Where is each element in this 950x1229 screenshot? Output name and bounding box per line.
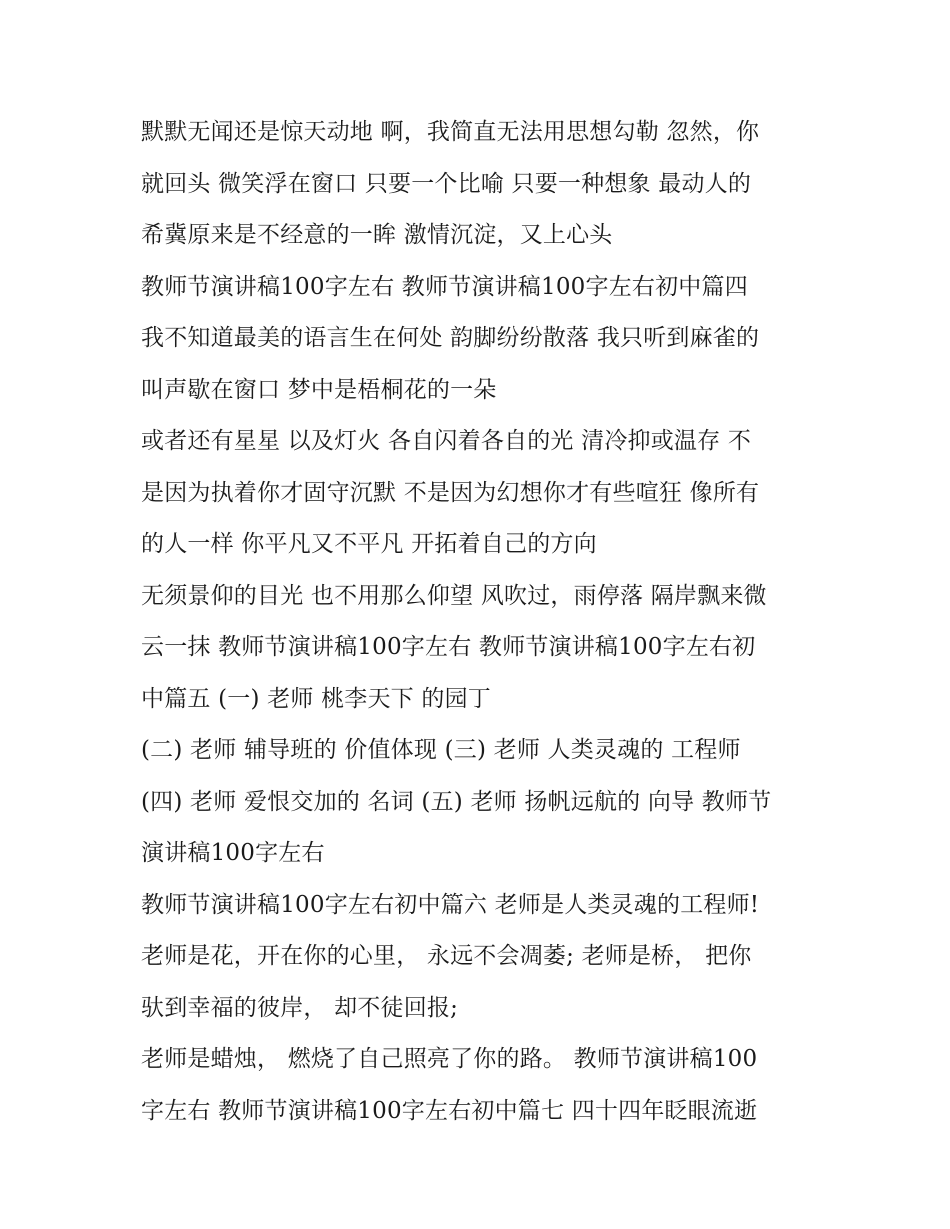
text-line: 老师是花，开在你的心里， 永远不会凋萎; 老师是桥， 把你 [141,943,752,969]
text-line: 我不知道最美的语言生在何处 韵脚纷纷散落 我只听到麻雀的 [141,325,760,351]
text-line: 驮到幸福的彼岸， 却不徒回报; [141,994,459,1021]
text-line: (四) 老师 爱恨交加的 名词 (五) 老师 扬帆远航的 向导 教师节 [141,788,772,815]
text-line: 中篇五 (一) 老师 桃李天下 的园丁 [141,685,491,712]
text-line: 的人一样 你平凡又不平凡 开拓着自己的方向 [141,531,597,557]
text-line: 或者还有星星 以及灯火 各自闪着各自的光 清冷抑或温存 不 [141,428,752,454]
text-line: 是因为执着你才固守沉默 不是因为幻想你才有些喧狂 像所有 [141,479,760,506]
text-line: 云一抹 教师节演讲稿100字左右 教师节演讲稿100字左右初 [141,634,756,660]
text-line: 无须景仰的目光 也不用那么仰望 风吹过，雨停落 隔岸飘来微 [141,582,767,609]
text-line: 希冀原来是不经意的一眸 激情沉淀，又上心头 [141,222,613,248]
text-line: 叫声歇在窗口 梦中是梧桐花的一朵 [141,376,497,403]
text-line: 演讲稿100字左右 [141,840,325,866]
text-line: 教师节演讲稿100字左右 教师节演讲稿100字左右初中篇四 [141,273,748,300]
text-line: 字左右 教师节演讲稿100字左右初中篇七 四十四年眨眼流逝 [141,1097,758,1124]
document-text-body [141,107,821,1137]
text-line: 就回头 微笑浮在窗口 只要一个比喻 只要一种想象 最动人的 [141,170,752,197]
text-line: 老师是蜡烛， 燃烧了自己照亮了你的路。 教师节演讲稿100 [141,1046,758,1072]
text-line: 教师节演讲稿100字左右初中篇六 老师是人类灵魂的工程师! [141,891,760,918]
text-line: (二) 老师 辅导班的 价值体现 (三) 老师 人类灵魂的 工程师 [141,737,741,763]
text-line: 默默无闻还是惊天动地 啊，我简直无法用思想勾勒 忽然，你 [141,119,760,145]
